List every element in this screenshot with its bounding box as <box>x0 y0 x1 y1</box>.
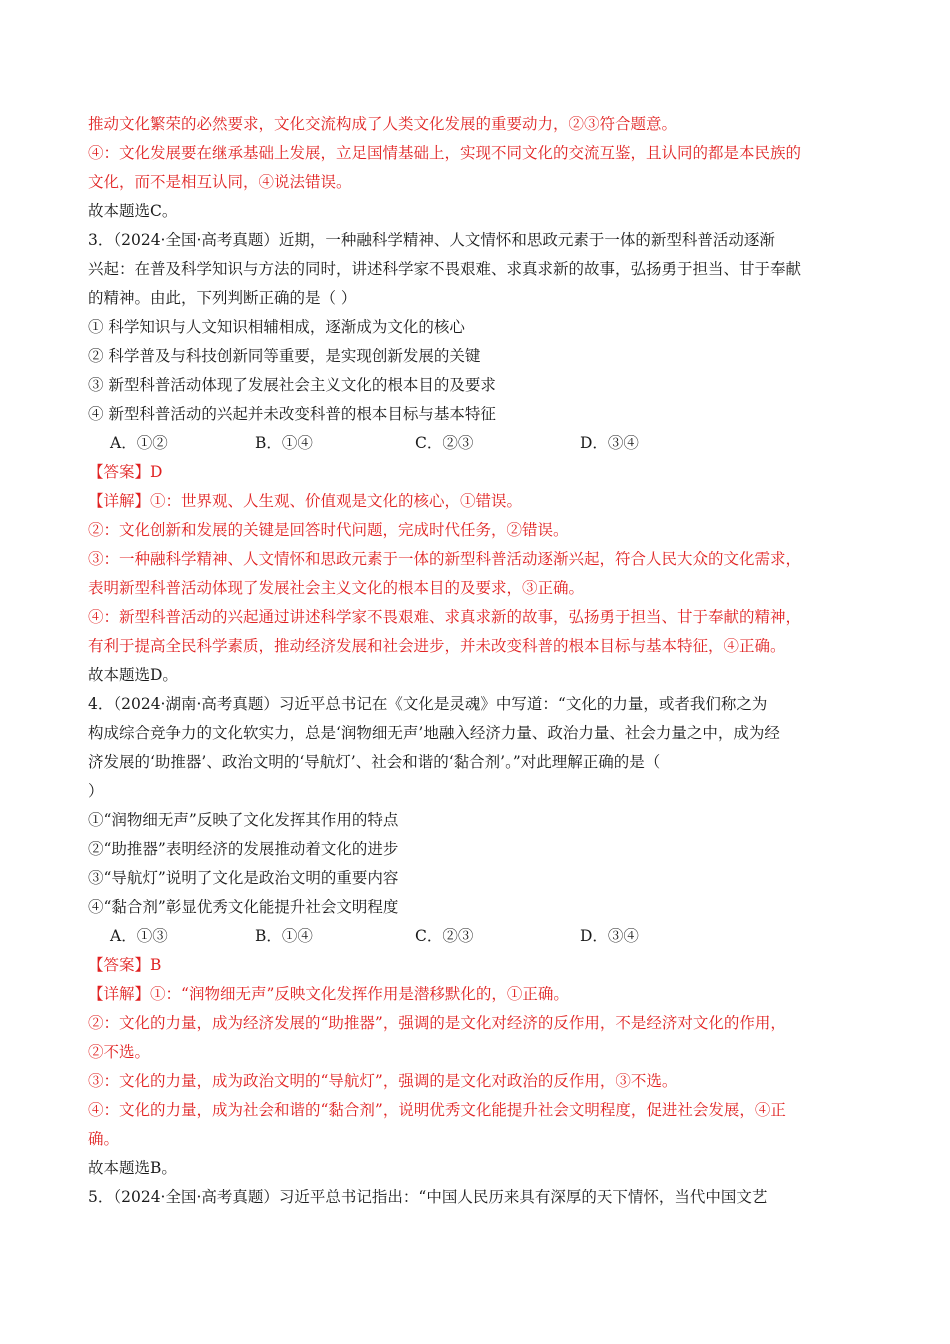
q4-choice-b: B．①④ <box>255 927 313 945</box>
q3-choice-c: C．②③ <box>415 434 474 452</box>
q3-detail-line: ②：文化创新和发展的关键是回答时代问题，完成时代任务，②错误。 <box>88 521 569 539</box>
q3-option-item: ③ 新型科普活动体现了发展社会主义文化的根本目的及要求 <box>88 376 496 394</box>
answer-tag: 【答案】 <box>88 463 151 481</box>
q4-option-item: ②“助推器”表明经济的发展推动着文化的进步 <box>88 840 399 858</box>
q3-conclusion: 故本题选D。 <box>88 666 178 684</box>
answer-value: B <box>150 956 162 974</box>
q3-stem-line: 的精神。由此，下列判断正确的是（ ） <box>88 289 357 307</box>
q3-choice-d: D．③④ <box>580 434 639 452</box>
q3-detail-line: ③：一种融科学精神、人文情怀和思政元素于一体的新型科普活动逐渐兴起，符合人民大众的文化需求， <box>88 550 802 568</box>
q3-stem-line: 3．（2024·全国·高考真题）近期，一种融科学精神、人文情怀和思政元素于一体的新型科普活动逐渐 <box>88 231 775 249</box>
q4-choice-c: C．②③ <box>415 927 474 945</box>
q3-answer <box>88 458 868 487</box>
q4-stem-line: ） <box>88 782 104 800</box>
q4-option-item: ③“导航灯”说明了文化是政治文明的重要内容 <box>88 869 399 887</box>
q4-choice-d: D．③④ <box>580 927 639 945</box>
q4-detail-line: ②：文化的力量，成为经济发展的“助推器”，强调的是文化对经济的反作用，不是经济对文化的作用， <box>88 1014 786 1032</box>
document-content <box>88 110 868 1212</box>
q4-detail-line: ③：文化的力量，成为政治文明的“导航灯”，强调的是文化对政治的反作用，③不选。 <box>88 1072 678 1090</box>
q4-choices <box>88 922 868 951</box>
q3-option-item: ④ 新型科普活动的兴起并未改变科普的根本目标与基本特征 <box>88 405 496 423</box>
prev-conclusion: 故本题选C。 <box>88 202 178 220</box>
q4-detail-line: ②不选。 <box>88 1043 151 1061</box>
detail-tag: 【详解】 <box>88 492 151 510</box>
prev-detail-line: 文化，而不是相互认同，④说法错误。 <box>88 173 352 191</box>
detail-tag: 【详解】 <box>88 985 151 1003</box>
q3-detail-line: 表明新型科普活动体现了发展社会主义文化的根本目的及要求，③正确。 <box>88 579 585 597</box>
q5-stem-line: 5．（2024·全国·高考真题）习近平总书记指出：“中国人民历来具有深厚的天下情怀，当代中国文艺 <box>88 1188 768 1206</box>
prev-detail-line: ④：文化发展要在继承基础上发展，立足国情基础上，实现不同文化的交流互鉴，且认同的都是本民族的 <box>88 144 802 162</box>
q3-option-item: ① 科学知识与人文知识相辅相成，逐渐成为文化的核心 <box>88 318 465 336</box>
q4-option-item: ①“润物细无声”反映了文化发挥其作用的特点 <box>88 811 399 829</box>
answer-value: D <box>150 463 163 481</box>
q4-detail-line: 确。 <box>88 1130 120 1148</box>
detail-text: ①：世界观、人生观、价值观是文化的核心，①错误。 <box>150 492 523 510</box>
detail-text: ①：“润物细无声”反映文化发挥作用是潜移默化的，①正确。 <box>150 985 569 1003</box>
q3-choice-b: B．①④ <box>255 434 313 452</box>
q4-stem-line: 4．（2024·湖南·高考真题）习近平总书记在《文化是灵魂》中写道：“文化的力量，或者我们称之为 <box>88 695 768 713</box>
answer-tag: 【答案】 <box>88 956 151 974</box>
q4-detail-line: ④：文化的力量，成为社会和谐的“黏合剂”，说明优秀文化能提升社会文明程度，促进社会发展，④正 <box>88 1101 786 1119</box>
q4-stem-line: 济发展的‘助推器’、政治文明的‘导航灯’、社会和谐的‘黏合剂’。”对此理解正确的是（ <box>88 753 661 771</box>
q4-option-item: ④“黏合剂”彰显优秀文化能提升社会文明程度 <box>88 898 399 916</box>
q3-detail-first <box>88 487 868 516</box>
q3-option-item: ② 科学普及与科技创新同等重要，是实现创新发展的关键 <box>88 347 481 365</box>
prev-detail-line: 推动文化繁荣的必然要求，文化交流构成了人类文化发展的重要动力，②③符合题意。 <box>88 115 678 133</box>
q3-choices <box>88 429 868 458</box>
q3-detail-line: 有利于提高全民科学素质，推动经济发展和社会进步，并未改变科普的根本目标与基本特征，④正确。 <box>88 637 786 655</box>
q3-choice-a: A．①② <box>110 434 168 452</box>
q4-answer <box>88 951 868 980</box>
q4-detail-first <box>88 980 868 1009</box>
q4-conclusion: 故本题选B。 <box>88 1159 177 1177</box>
q3-detail-line: ④：新型科普活动的兴起通过讲述科学家不畏艰难、求真求新的故事，弘扬勇于担当、甘于奉献的精神， <box>88 608 802 626</box>
q3-stem-line: 兴起：在普及科学知识与方法的同时，讲述科学家不畏艰难、求真求新的故事，弘扬勇于担当、甘于奉献 <box>88 260 802 278</box>
q4-choice-a: A．①③ <box>110 927 168 945</box>
q4-stem-line: 构成综合竞争力的文化软实力，总是‘润物细无声’地融入经济力量、政治力量、社会力量之中，成为经 <box>88 724 780 742</box>
